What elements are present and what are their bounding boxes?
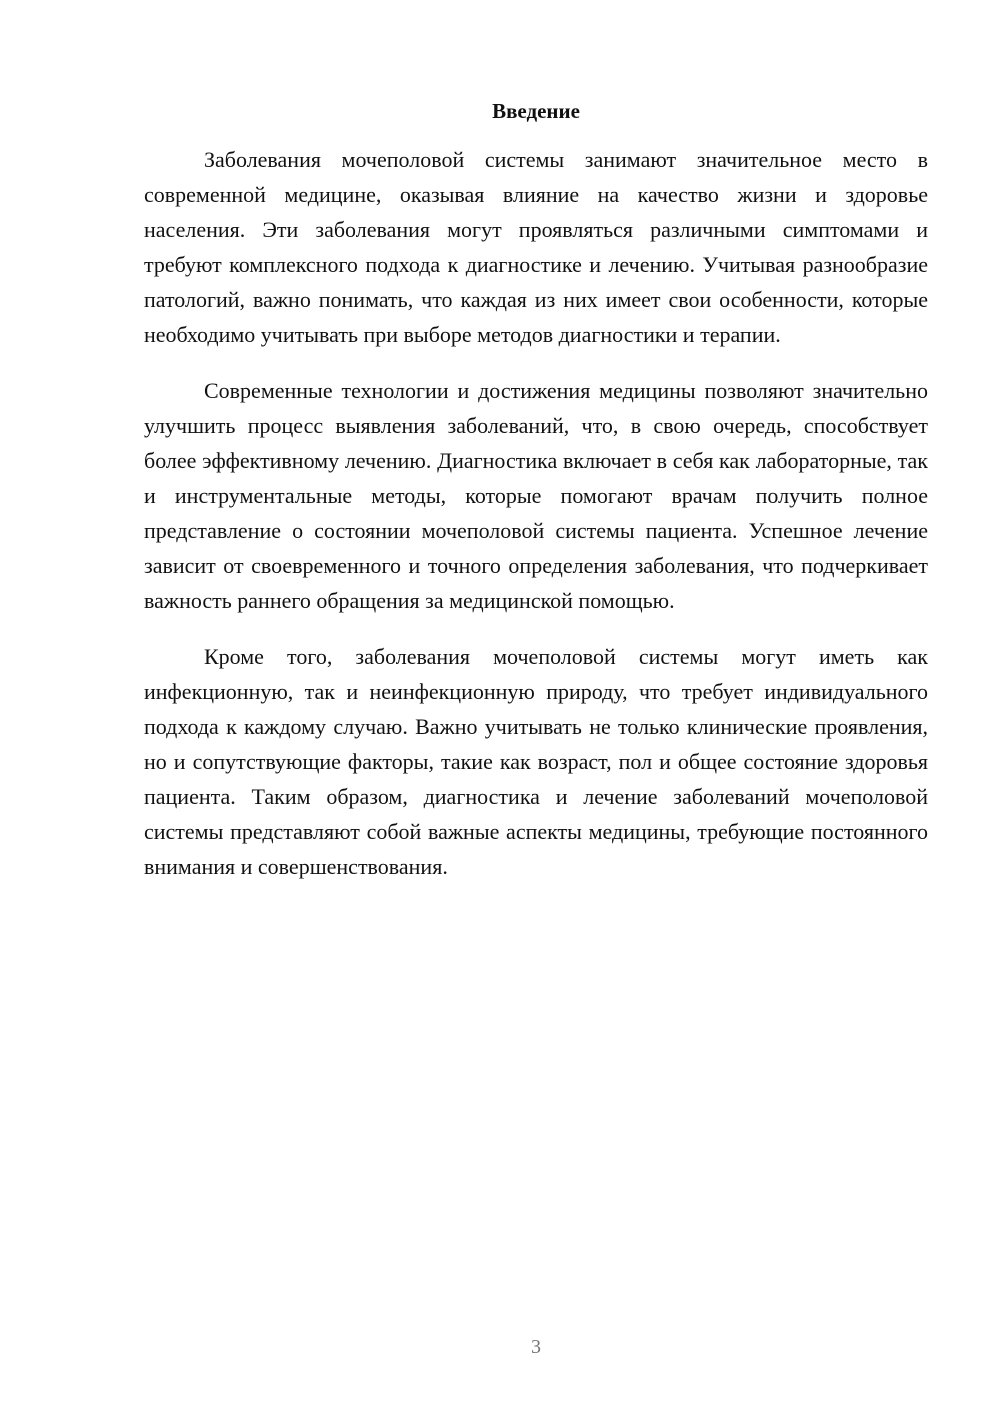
paragraph-2: Современные технологии и достижения медицины позволяют значительно улучшить процесс выявления заболеваний, что, в свою очередь, способствует более эффективному лечению. Диагностика включает в себя как лабораторные, так и инструментальные методы, которые помогают врачам получить полное представление о состоянии мочеполовой системы пациента. Успешное лечение зависит от своевременного и точного определения заболевания, что подчеркивает важность раннего обращения за медицинской помощью. [144,378,928,613]
section-heading: Введение [492,99,580,123]
paragraph-3: Кроме того, заболевания мочеполовой системы могут иметь как инфекционную, так и неинфекционную природу, что требует индивидуального подхода к каждому случаю. Важно учитывать не только клинические проявления, но и сопутствующие факторы, такие как возраст, пол и общее состояние здоровья пациента. Таким образом, диагностика и лечение заболеваний мочеполовой системы представляют собой важные аспекты медицины, требующие постоянного внимания и совершенствования. [144,644,928,879]
document-body [144,142,928,905]
page-number: 3 [531,1336,541,1358]
paragraph-1: Заболевания мочеполовой системы занимают значительное место в современной медицине, оказывая влияние на качество жизни и здоровье населения. Эти заболевания могут проявляться различными симптомами и требуют комплексного подхода к диагностике и лечению. Учитывая разнообразие патологий, важно понимать, что каждая из них имеет свои особенности, которые необходимо учитывать при выборе методов диагностики и терапии. [144,147,928,347]
